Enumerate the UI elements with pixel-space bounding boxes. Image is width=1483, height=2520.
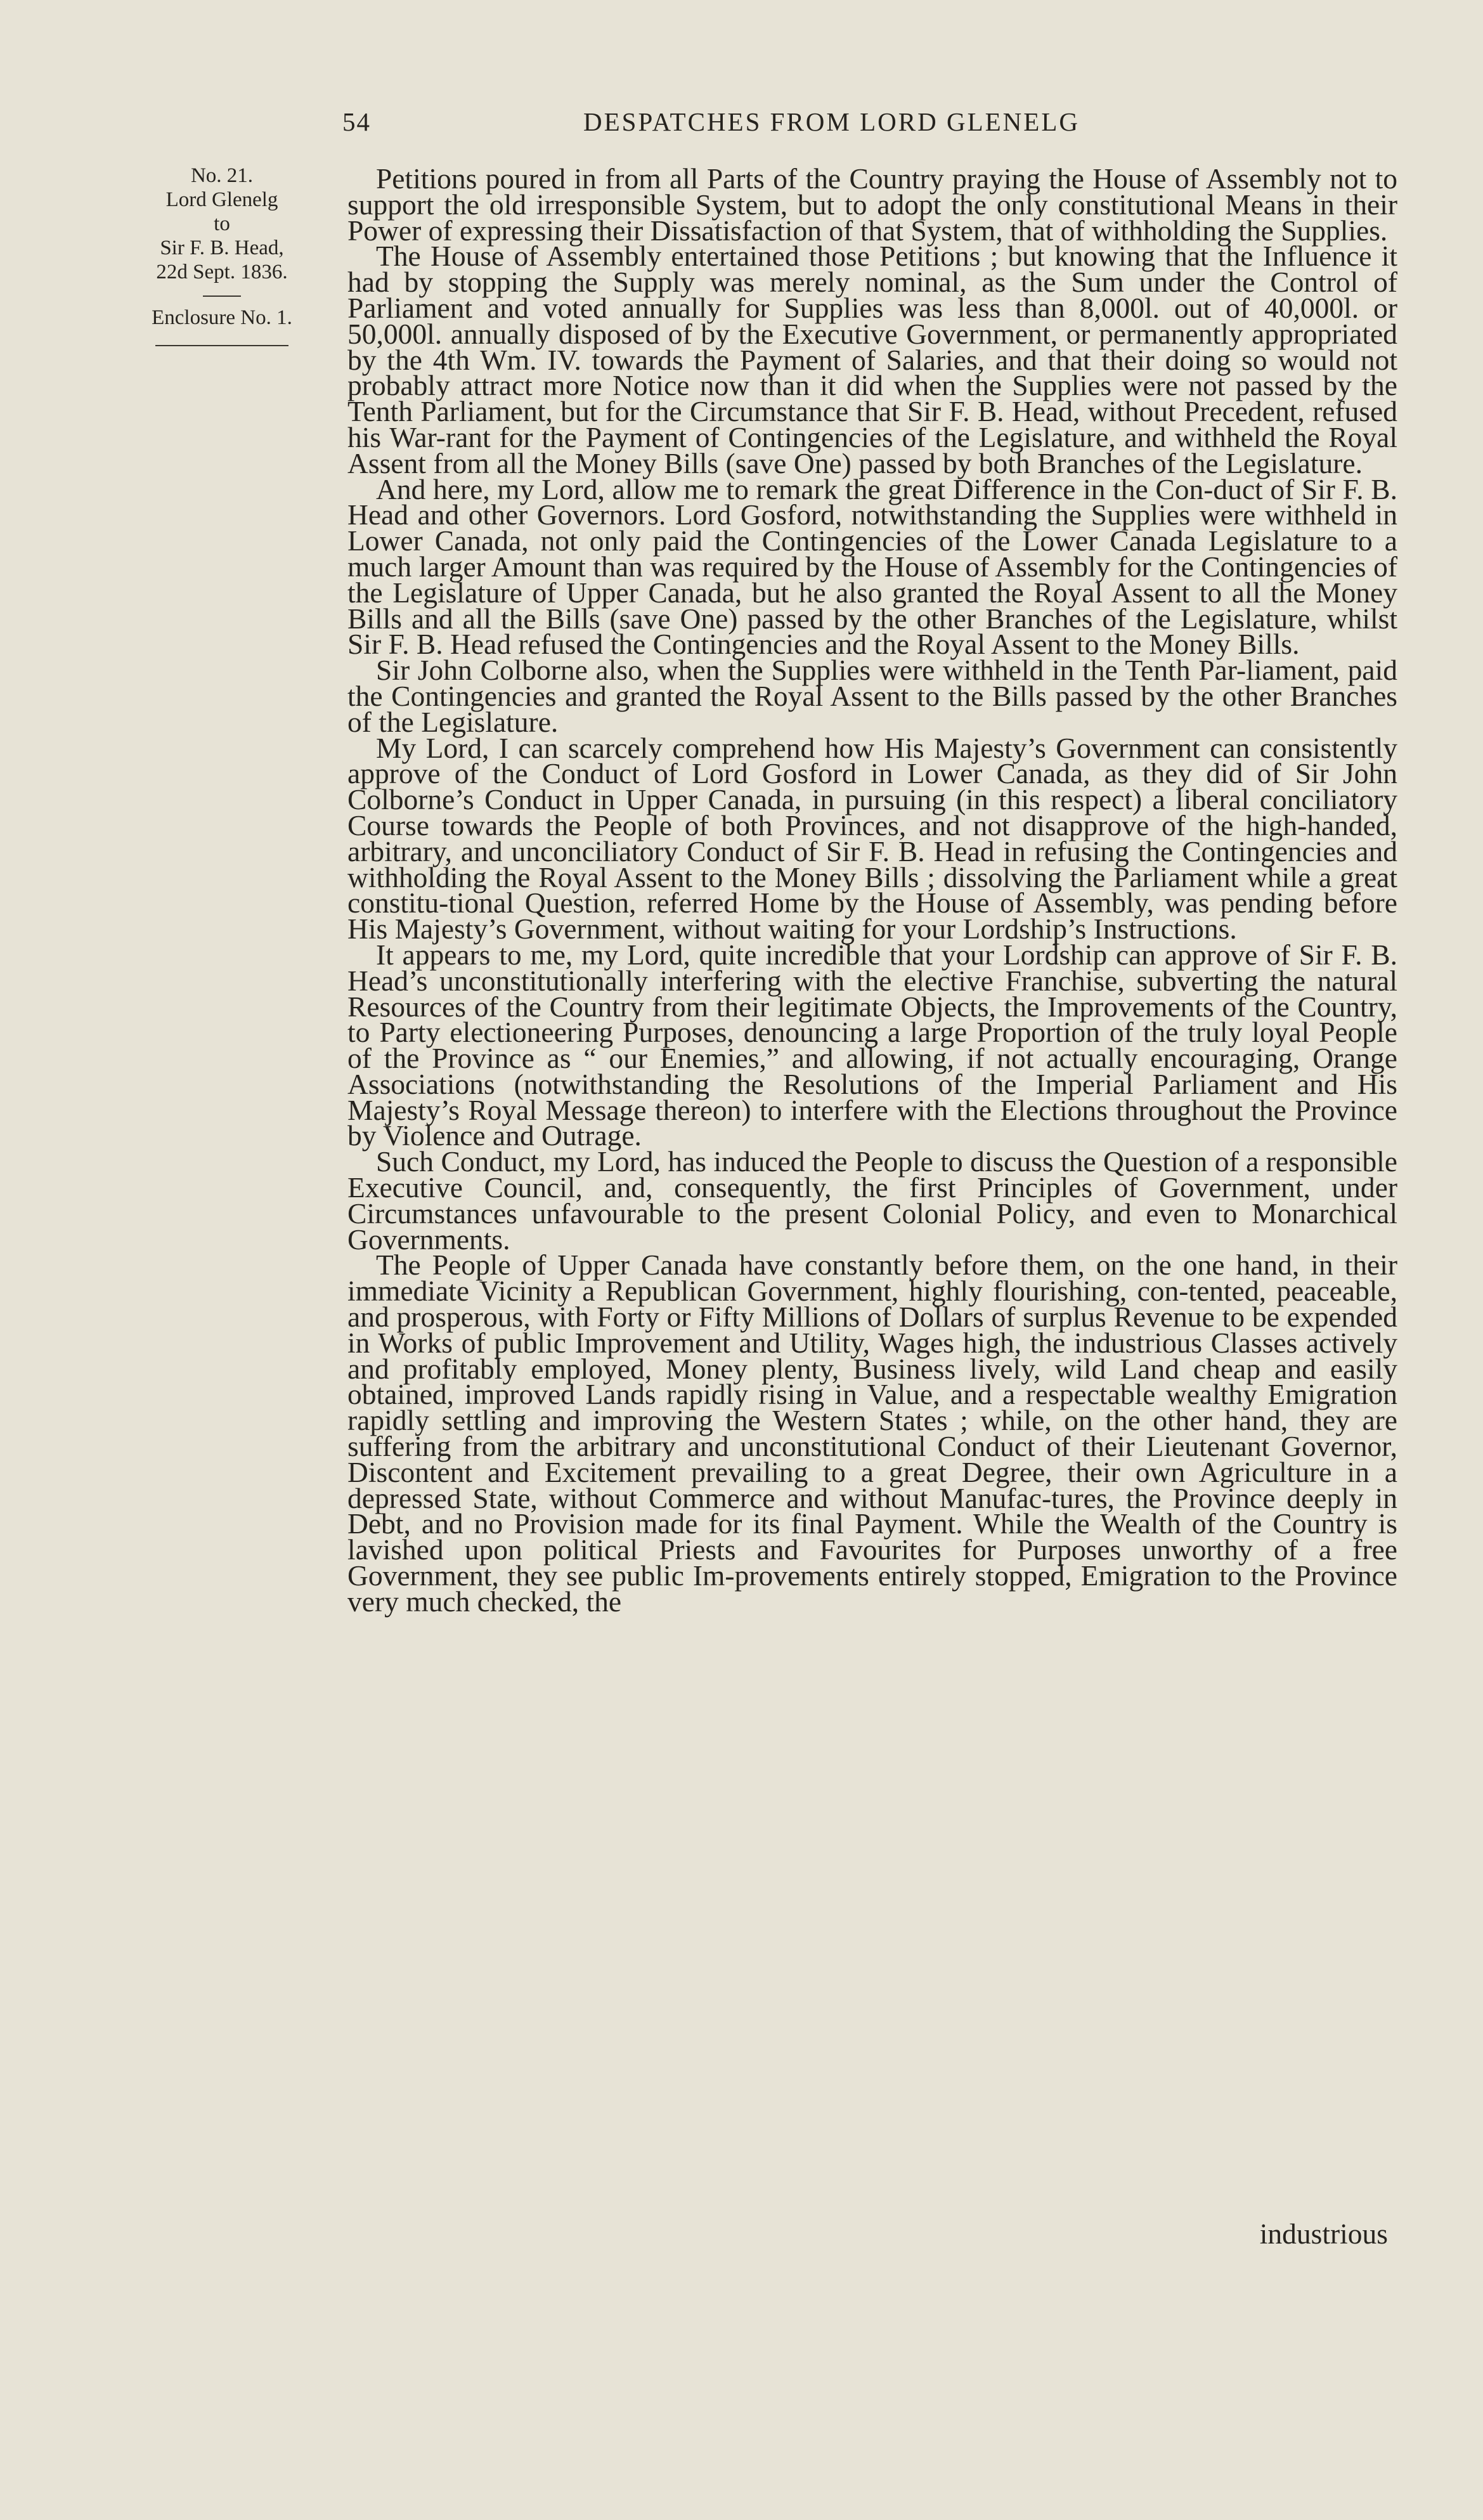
margin-note-enclosure: Enclosure No. 1. <box>152 306 292 329</box>
paragraph: The People of Upper Canada have constantly before them, on the one hand, in their immediate Vicinity a Republican Government, highly flourishing, con-tented, peaceable, and prosperous, with Forty or Fifty Millions of Dollars of surplus Revenue to be expended in Works of public Improvement and Utility, Wages high, the industrious Classes actively and profitably employed, Money plenty, Business lively, wild Land cheap and easily obtained, improved Lands rapidly rising in Value, and a respectable wealthy Emigration rapidly settling and improving the Western States ; while, on the other hand, they are suffering from the arbitrary and unconstitutional Conduct of their Lieutenant Governor, Discontent and Excitement prevailing to a great Degree, their own Agriculture in a depressed State, without Commerce and without Manufac-tures, the Province deeply in Debt, and no Provision made for its final Payment. While the Wealth of the Country is lavished upon political Priests and Favourites for Purposes unworthy of a free Government, they see public Im-provements entirely stopped, Emigration to the Province very much checked, the <box>347 1249 1397 1618</box>
catchword: industrious <box>1259 2218 1388 2250</box>
margin-note-line: 22d Sept. 1836. <box>156 261 288 283</box>
margin-note-line: Lord Glenelg <box>165 188 278 211</box>
paragraph: It appears to me, my Lord, quite incredible that your Lordship can approve of Sir F. B. Head’s unconstitutionally interfering with the elective Franchise, subverting the natural Resources of the Country from their legitimate Objects, the Improvements of the Country, to Party electioneering Purposes, denouncing a large Proportion of the truly loyal People of the Province as “ our Enemies,” and allowing, if not actually encouraging, Orange Associations (notwithstanding the Resolutions of the Imperial Parliament and His Majesty’s Royal Message thereon) to interfere with the Elections throughout the Province by Violence and Outrage. <box>347 938 1397 1152</box>
paragraph: My Lord, I can scarcely comprehend how His Majesty’s Government can consistently approve of the Conduct of Lord Gosford in Lower Canada, as they did of Sir John Colborne’s Conduct in Upper Canada, in pursuing (in this respect) a liberal conciliatory Course towards the People of both Provinces, and not disapprove of the high-handed, arbitrary, and unconciliatory Conduct of Sir F. B. Head in refusing the Contingencies and withholding the Royal Assent to the Money Bills ; dissolving the Parliament while a great constitu-tional Question, referred Home by the House of Assembly, was pending before His Majesty’s Government, without waiting for your Lordship’s Instructions. <box>347 731 1397 945</box>
margin-note <box>120 164 323 346</box>
paragraph: The House of Assembly entertained those Petitions ; but knowing that the Influence it had by stopping the Supply was merely nominal, as the Sum under the Control of Parliament and voted annually for Supplies was less than 8,000l. out of 40,000l. or 50,000l. annually disposed of by the Executive Government, or permanently appropriated by the 4th Wm. IV. towards the Payment of Salaries, and that their doing so would not probably attract more Notice now than it did when the Supplies were not passed by the Tenth Parliament, but for the Circumstance that Sir F. B. Head, without Precedent, refused his War-rant for the Payment of Contingencies of the Legislature, and withheld the Royal Assent from all the Money Bills (save One) passed by both Branches of the Legislature. <box>347 240 1397 479</box>
margin-note-line: to <box>214 212 230 235</box>
margin-note-line: No. 21. <box>190 164 254 187</box>
margin-divider <box>203 296 241 297</box>
running-title: DESPATCHES FROM LORD GLENELG <box>583 107 1080 136</box>
paragraph: And here, my Lord, allow me to remark the great Difference in the Con-duct of Sir F. B. Head and other Governors. Lord Gosford, notwithstanding the Supplies were withheld in Lower Canada, not only paid the Contingencies of the Lower Canada Legislature to a much larger Amount than was required by the House of Assembly for the Contingencies of the Legislature of Upper Canada, but he also granted the Royal Assent to all the Money Bills and all the Bills (save One) passed by the other Branches of the Legislature, whilst Sir F. B. Head refused the Contingencies and the Royal Assent to the Money Bills. <box>347 472 1397 661</box>
margin-divider <box>155 345 288 346</box>
paragraph: Sir John Colborne also, when the Supplies were withheld in the Tenth Par-liament, paid the Contingencies and granted the Royal Assent to the Bills passed by the other Branches of the Legislature. <box>347 654 1397 738</box>
paragraph: Such Conduct, my Lord, has induced the People to discuss the Question of a responsible Executive Council, and, consequently, the first Principles of Government, under Circumstances unfavourable to the present Colonial Policy, and even to Monarchical Governments. <box>347 1145 1397 1256</box>
body-text <box>347 162 1397 1618</box>
paragraph: Petitions poured in from all Parts of the Country praying the House of Assembly not to support the old irresponsible System, but to adopt the only constitutional Means in their Power of expressing their Dissatisfaction of that System, that of withholding the Supplies. <box>347 162 1397 247</box>
running-header <box>342 107 1389 145</box>
margin-note-line: Sir F. B. Head, <box>160 237 284 259</box>
page-number: 54 <box>342 107 371 136</box>
